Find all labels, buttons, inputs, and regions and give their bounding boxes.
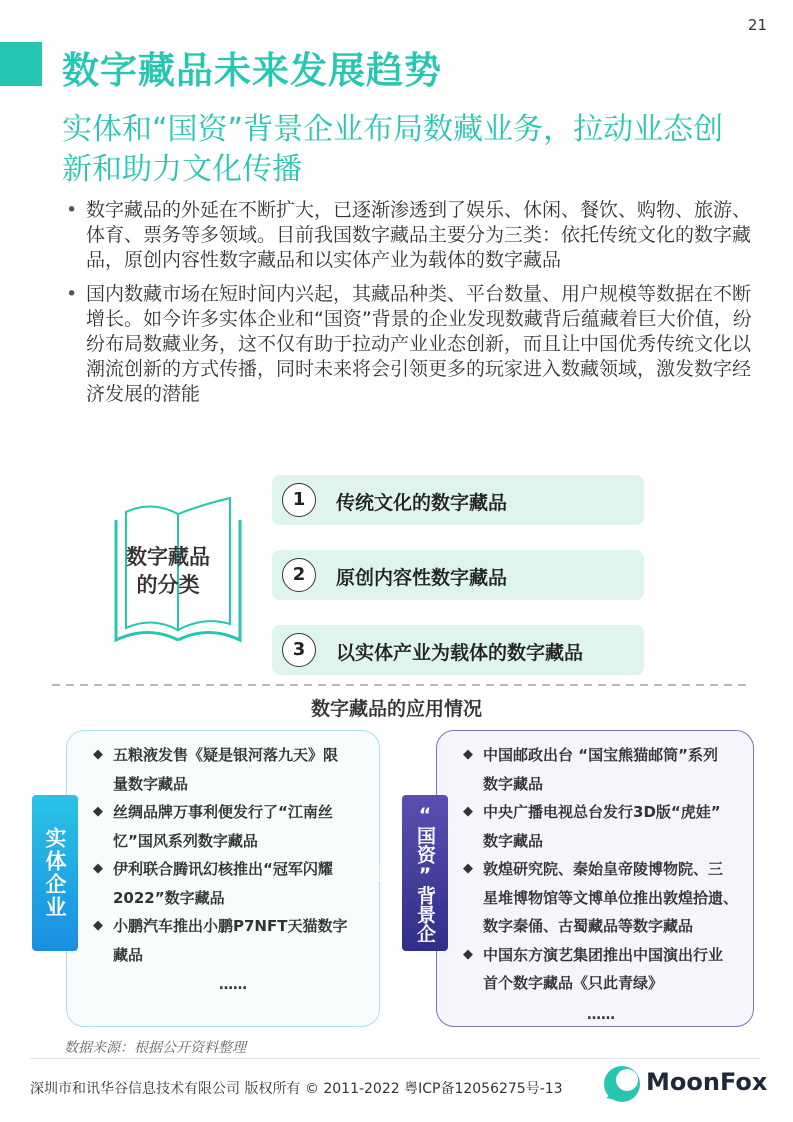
category-item-3 (272, 625, 644, 675)
footer-divider (30, 1058, 760, 1059)
list-item-cont: 忆”国风系列数字藏品 (113, 831, 258, 850)
bullet-item: • 国内数藏市场在短时间内兴起，其藏品种类、平台数量、用户规模等数据在不断增长。如今许多实体企业和“国资”背景的企业发现数藏背后蕴藏着巨大价值，纷纷布局数藏业务，这不仅有助于拉动产业业态创新，而且让中国优秀传统文化以潮流创新的方式传播，同时未来将会引领更多的玩家进入数藏领域，激发数字经济发展的潜能 (62, 282, 752, 407)
list-item: ◆ 丝绸品牌万事利便发行了“江南丝 (93, 798, 347, 827)
state-owned-panel (436, 730, 754, 1027)
category-label: 传统文化的数字藏品 (336, 492, 508, 514)
category-item-2 (272, 550, 644, 600)
state-owned-tab: “国资”背景企业 (402, 795, 448, 951)
section-divider (52, 684, 752, 686)
list-item: ◆ 中国邮政出台 “国宝熊猫邮筒”系列 (463, 741, 738, 770)
list-item-cont: 数字秦俑、古蜀藏品等数字藏品 (483, 917, 694, 935)
data-source-note: 数据来源：根据公开资料整理 (64, 1040, 246, 1056)
number-badge: 2 (282, 558, 316, 592)
list-item-cont: 数字藏品 (483, 831, 544, 850)
list-item: ◆ 敦煌研究院、秦始皇帝陵博物院、三 (463, 855, 738, 884)
list-item-cont: 首个数字藏品《只此青绿》 (483, 974, 664, 992)
list-item-cont: 星堆博物馆等文博单位推出敦煌拾遗、 (483, 888, 739, 907)
enterprise-panel (66, 730, 380, 1027)
ellipsis: …… (587, 1007, 615, 1023)
category-item-1 (272, 475, 644, 525)
enterprise-list (93, 741, 347, 969)
list-item-cont: 藏品 (113, 945, 144, 964)
moonfox-logo-icon (602, 1064, 642, 1104)
list-item-cont: 数字藏品 (483, 774, 544, 793)
state-owned-list (463, 741, 738, 998)
number-badge: 3 (282, 633, 316, 667)
application-title: 数字藏品的应用情况 (310, 698, 482, 720)
classification-label: 数字藏品 的分类 (126, 545, 210, 597)
list-item-cont: 2022”数字藏品 (113, 888, 225, 907)
page-subtitle: 实体和“国资”背景企业布局数藏业务，拉动业态创新和助力文化传播 (62, 112, 724, 187)
list-item: ◆ 伊利联合腾讯幻核推出“冠军闪耀 (93, 855, 347, 884)
list-item: ◆ 五粮液发售《疑是银河落九天》限 (93, 741, 347, 770)
ellipsis: …… (219, 977, 247, 993)
page-number: 21 (747, 16, 767, 34)
footer-copyright: 深圳市和讯华谷信息技术有限公司 版权所有 © 2011-2022 粤ICP备12056275号-13 (30, 1081, 563, 1097)
title-accent-bar (0, 42, 42, 86)
list-item-cont: 量数字藏品 (113, 774, 189, 793)
list-item: ◆ 中国东方演艺集团推出中国演出行业 (463, 941, 738, 970)
enterprise-tab: 实体企业 (32, 795, 78, 951)
bullet-list (62, 198, 752, 416)
page-title: 数字藏品未来发展趋势 (62, 49, 442, 92)
bullet-item: • 数字藏品的外延在不断扩大，已逐渐渗透到了娱乐、休闲、餐饮、购物、旅游、体育、票务等多领域。目前我国数字藏品主要分为三类：依托传统文化的数字藏品，原创内容性数字藏品和以实体产业为载体的数字藏品 (62, 198, 752, 273)
list-item: ◆ 小鹏汽车推出小鹏P7NFT天猫数字 (93, 912, 347, 941)
number-badge: 1 (282, 483, 316, 517)
logo-text: MoonFox (646, 1068, 768, 1096)
category-label: 原创内容性数字藏品 (336, 567, 508, 589)
list-item: ◆ 中央广播电视总台发行3D版“虎娃” (463, 798, 738, 827)
category-label: 以实体产业为载体的数字藏品 (336, 642, 584, 664)
